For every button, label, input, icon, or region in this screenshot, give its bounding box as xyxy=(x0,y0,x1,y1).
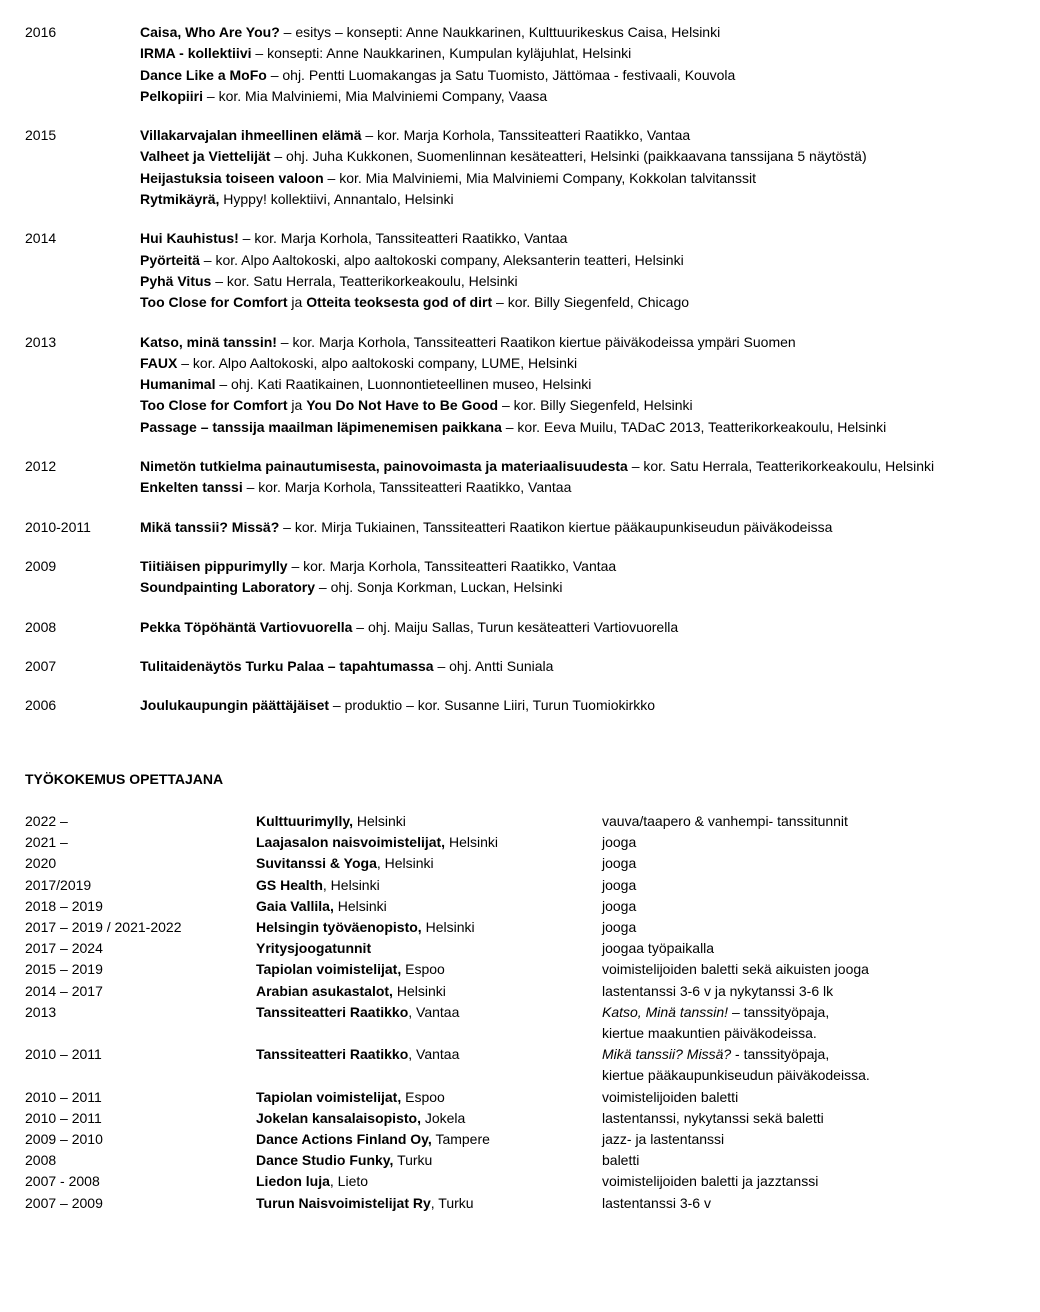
performance-entry xyxy=(140,332,1015,353)
year-block xyxy=(25,695,1015,716)
work-title: Too Close for Comfort xyxy=(140,397,288,414)
year-label: 2006 xyxy=(25,697,57,714)
performance-entry xyxy=(140,577,1015,598)
org-name: Turun Naisvoimistelijat Ry xyxy=(256,1194,431,1211)
work-details: – konsepti: Anne Naukkarinen, Kumpulan kyläjuhlat, Helsinki xyxy=(251,45,632,62)
org-place: , Helsinki xyxy=(322,876,380,893)
year-block xyxy=(25,228,1015,313)
teaching-row xyxy=(25,1002,1015,1044)
teaching-description xyxy=(602,811,1015,832)
org-name: Jokelan kansalaisopisto, xyxy=(256,1109,421,1126)
work-details: – kor. Eeva Muilu, TADaC 2013, Teatterikorkeakoulu, Helsinki xyxy=(501,418,887,435)
teaching-org xyxy=(256,832,602,853)
work-title: FAUX xyxy=(140,354,178,371)
work-details: – kor. Mia Malviniemi, Mia Malviniemi Company, Kokkolan talvitanssit xyxy=(323,169,756,186)
work-details: – kor. Mia Malviniemi, Mia Malviniemi Company, Vaasa xyxy=(203,87,548,104)
teaching-org xyxy=(256,1129,602,1150)
work-details: – kor. Mirja Tukiainen, Tanssiteatteri Raatikon kiertue pääkaupunkiseudun päiväkodeissa xyxy=(279,518,833,535)
work-title: Enkelten tanssi xyxy=(140,479,243,496)
teaching-org xyxy=(256,917,602,938)
description-text: voimistelijoiden baletti xyxy=(602,1088,739,1105)
org-place: Turku xyxy=(393,1152,433,1169)
work-title: Tiitiäisen pippurimylly xyxy=(140,557,288,574)
teaching-years: 2017 – 2024 xyxy=(25,940,103,957)
work-title: Caisa, Who Are You? xyxy=(140,24,280,40)
work-title: Nimetön tutkielma painautumisesta, painovoimasta ja materiaalisuudesta xyxy=(140,458,628,475)
work-title: Pekka Töpöhäntä Vartiovuorella xyxy=(140,618,353,635)
description-text: kiertue pääkaupunkiseudun päiväkodeissa. xyxy=(602,1067,870,1084)
org-name: Liedon luja xyxy=(256,1173,330,1190)
description-text: lastentanssi, nykytanssi sekä baletti xyxy=(602,1109,824,1126)
teaching-description xyxy=(602,853,1015,874)
teaching-description xyxy=(602,981,1015,1002)
work-title: Pelkopiiri xyxy=(140,87,204,104)
teaching-row xyxy=(25,981,1015,1002)
org-place: Jokela xyxy=(420,1109,466,1126)
year-block xyxy=(25,556,1015,599)
work-title: Dance Like a MoFo xyxy=(140,66,267,83)
workshop-title: Mikä tanssii? Missä? xyxy=(602,1046,732,1063)
work-details: – kor. Alpo Aaltokoski, alpo aaltokoski company, Aleksanterin teatteri, Helsinki xyxy=(199,251,684,268)
teaching-row xyxy=(25,1044,1015,1086)
workshop-title: Katso, Minä tanssin! xyxy=(602,1003,729,1020)
description-text: jooga xyxy=(602,897,637,914)
work-title: Villakarvajalan ihmeellinen elämä xyxy=(140,127,362,144)
teaching-description xyxy=(602,1002,1015,1044)
org-place: Helsinki xyxy=(421,919,475,936)
teaching-org xyxy=(256,1087,602,1108)
work-details: – kor. Marja Korhola, Tanssiteatteri Raatikko, Vantaa xyxy=(238,230,568,247)
teaching-row xyxy=(25,1129,1015,1150)
teaching-row xyxy=(25,811,1015,832)
teaching-org xyxy=(256,1002,602,1044)
teaching-row xyxy=(25,1087,1015,1108)
teaching-years: 2018 – 2019 xyxy=(25,897,103,914)
entry-group xyxy=(140,695,1015,716)
teaching-years: 2007 – 2009 xyxy=(25,1194,103,1211)
performance-entry xyxy=(140,517,1015,538)
teaching-org xyxy=(256,1171,602,1192)
performance-entry xyxy=(140,395,1015,416)
work-title: Mikä tanssii? Missä? xyxy=(140,518,280,535)
performance-entry xyxy=(140,617,1015,638)
teaching-description xyxy=(602,896,1015,917)
org-place: Helsinki xyxy=(445,834,498,851)
work-title: Passage – tanssija maailman läpimenemisen paikkana xyxy=(140,418,502,435)
performance-entry xyxy=(140,271,1015,292)
teaching-row xyxy=(25,1108,1015,1129)
teaching-description xyxy=(602,938,1015,959)
performance-entry xyxy=(140,168,1015,189)
performance-entry xyxy=(140,374,1015,395)
org-place: , Vantaa xyxy=(408,1046,460,1063)
org-name: Gaia Vallila, xyxy=(256,897,334,914)
teaching-row xyxy=(25,1150,1015,1171)
org-name: Tanssiteatteri Raatikko xyxy=(256,1003,409,1020)
performance-entry xyxy=(140,250,1015,271)
work-details: – kor. Marja Korhola, Tanssiteatteri Raatikon kiertue päiväkodeissa ympäri Suomen xyxy=(276,333,796,350)
year-block xyxy=(25,125,1015,210)
org-name: Laajasalon naisvoimistelijat, xyxy=(256,834,446,851)
org-name: Yritysjoogatunnit xyxy=(256,940,372,957)
work-title: Valheet ja Viettelijät xyxy=(140,148,271,165)
teaching-org xyxy=(256,938,602,959)
year-block xyxy=(25,332,1015,438)
work-title: Tulitaidenäytös Turku Palaa – tapahtumassa xyxy=(140,657,434,674)
org-name: GS Health xyxy=(256,876,323,893)
year-block xyxy=(25,456,1015,499)
org-place: , Lieto xyxy=(329,1173,369,1190)
teaching-description xyxy=(602,1044,1015,1086)
org-place: , Helsinki xyxy=(376,855,434,872)
work-details: – kor. Alpo Aaltokoski, alpo aaltokoski company, LUME, Helsinki xyxy=(177,354,578,371)
teaching-years: 2015 – 2019 xyxy=(25,961,103,978)
work-details: – ohj. Kati Raatikainen, Luonnontieteellinen museo, Helsinki xyxy=(215,376,592,393)
entry-group xyxy=(140,556,1015,599)
teaching-years: 2014 – 2017 xyxy=(25,982,103,999)
description-text: vauva/taapero & vanhempi- tanssitunnit xyxy=(602,813,848,829)
performance-entry xyxy=(140,65,1015,86)
org-place: Helsinki xyxy=(392,982,446,999)
description-text: voimistelijoiden baletti sekä aikuisten jooga xyxy=(602,961,869,978)
teaching-row xyxy=(25,959,1015,980)
performance-entry xyxy=(140,189,1015,210)
teaching-description xyxy=(602,875,1015,896)
performance-entry xyxy=(140,417,1015,438)
teaching-description xyxy=(602,1193,1015,1214)
year-label: 2010-2011 xyxy=(25,518,91,535)
org-name: Tapiolan voimistelijat, xyxy=(256,1088,402,1105)
teaching-row xyxy=(25,832,1015,853)
year-block xyxy=(25,22,1015,107)
performance-entry xyxy=(140,86,1015,107)
description-text: voimistelijoiden baletti ja jazztanssi xyxy=(602,1173,819,1190)
teaching-row xyxy=(25,938,1015,959)
org-place: , Turku xyxy=(430,1194,474,1211)
entry-group xyxy=(140,456,1015,499)
entry-group xyxy=(140,228,1015,313)
work-details: – ohj. Antti Suniala xyxy=(433,657,554,674)
org-place: Espoo xyxy=(401,961,445,978)
org-name: Tapiolan voimistelijat, xyxy=(256,961,402,978)
performance-entry xyxy=(140,125,1015,146)
description-text: jooga xyxy=(602,855,637,872)
performance-entry xyxy=(140,695,1015,716)
year-label: 2009 xyxy=(25,557,57,574)
org-place: Helsinki xyxy=(333,897,387,914)
teaching-org xyxy=(256,959,602,980)
entry-group xyxy=(140,617,1015,638)
teaching-org xyxy=(256,1108,602,1129)
work-details: – produktio – kor. Susanne Liiri, Turun Tuomiokirkko xyxy=(329,697,656,714)
teaching-years: 2009 – 2010 xyxy=(25,1131,103,1148)
teaching-years: 2017 – 2019 / 2021-2022 xyxy=(25,919,182,936)
teaching-years: 2017/2019 xyxy=(25,876,92,893)
org-name: Tanssiteatteri Raatikko xyxy=(256,1046,409,1063)
org-name: Kulttuurimylly, xyxy=(256,813,353,829)
description-text: lastentanssi 3-6 v xyxy=(602,1194,711,1211)
teaching-org xyxy=(256,1150,602,1171)
performance-entry xyxy=(140,656,1015,677)
teaching-row xyxy=(25,1193,1015,1214)
work-details: – ohj. Juha Kukkonen, Suomenlinnan kesäteatteri, Helsinki (paikkaavana tanssijana 5 näytöstä) xyxy=(270,148,867,165)
org-name: Suvitanssi & Yoga xyxy=(256,855,377,872)
year-label: 2015 xyxy=(25,127,57,144)
performance-list xyxy=(25,22,1015,734)
entry-group xyxy=(140,656,1015,677)
entry-group xyxy=(140,22,1015,107)
work-details: – kor. Marja Korhola, Tanssiteatteri Raatikko, Vantaa xyxy=(242,479,572,496)
org-place: Helsinki xyxy=(352,813,406,829)
description-text: lastentanssi 3-6 v ja nykytanssi 3-6 lk xyxy=(602,982,834,999)
description-text: kiertue maakuntien päiväkodeissa. xyxy=(602,1025,817,1042)
teaching-years: 2010 – 2011 xyxy=(25,1046,102,1063)
teaching-years: 2021 – xyxy=(25,834,68,851)
performance-entry xyxy=(140,456,1015,477)
teaching-org xyxy=(256,896,602,917)
performance-entry xyxy=(140,556,1015,577)
teaching-row xyxy=(25,853,1015,874)
work-details: ja xyxy=(287,294,307,311)
work-title: IRMA - kollektiivi xyxy=(140,45,252,62)
year-label: 2012 xyxy=(25,458,57,475)
entry-group xyxy=(140,125,1015,210)
work-details: – kor. Billy Siegenfeld, Chicago xyxy=(492,294,690,311)
teaching-years: 2022 – xyxy=(25,813,68,829)
teaching-years: 2008 xyxy=(25,1152,57,1169)
org-name: Dance Studio Funky, xyxy=(256,1152,394,1169)
teaching-description xyxy=(602,917,1015,938)
description-text: jooga xyxy=(602,876,637,893)
work-details: – esitys – konsepti: Anne Naukkarinen, Kulttuurikeskus Caisa, Helsinki xyxy=(279,24,721,40)
work-title: You Do Not Have to Be Good xyxy=(306,397,499,414)
teaching-years: 2007 - 2008 xyxy=(25,1173,100,1190)
teaching-row xyxy=(25,917,1015,938)
work-details: – ohj. Pentti Luomakangas ja Satu Tuomisto, Jättömaa - festivaali, Kouvola xyxy=(266,66,736,83)
teaching-org xyxy=(256,1193,602,1214)
work-title: Humanimal xyxy=(140,376,216,393)
performance-entry xyxy=(140,477,1015,498)
year-block xyxy=(25,617,1015,638)
year-label: 2016 xyxy=(25,24,57,40)
teaching-table xyxy=(25,811,1015,1214)
year-block xyxy=(25,517,1015,538)
performance-entry xyxy=(140,228,1015,249)
org-name: Helsingin työväenopisto, xyxy=(256,919,422,936)
description-text: joogaa työpaikalla xyxy=(602,940,715,957)
teaching-org xyxy=(256,811,602,832)
org-place: Tampere xyxy=(431,1131,490,1148)
description-text: – tanssityöpaja, xyxy=(728,1003,830,1020)
work-title: Soundpainting Laboratory xyxy=(140,579,315,596)
work-title: Katso, minä tanssin! xyxy=(140,333,277,350)
description-text: baletti xyxy=(602,1152,640,1169)
work-title: Pyörteitä xyxy=(140,251,200,268)
teaching-description xyxy=(602,1171,1015,1192)
work-details: ja xyxy=(287,397,307,414)
year-label: 2008 xyxy=(25,618,57,635)
teaching-description xyxy=(602,1150,1015,1171)
year-block xyxy=(25,656,1015,677)
year-label: 2007 xyxy=(25,657,57,674)
work-title: Otteita teoksesta god of dirt xyxy=(306,294,493,311)
teaching-row xyxy=(25,1171,1015,1192)
work-title: Rytmikäyrä, xyxy=(140,191,220,208)
description-text: jooga xyxy=(602,834,637,851)
work-details: – ohj. Maiju Sallas, Turun kesäteatteri Vartiovuorella xyxy=(352,618,679,635)
work-details: – kor. Marja Korhola, Tanssiteatteri Raatikko, Vantaa xyxy=(361,127,691,144)
work-title: Hui Kauhistus! xyxy=(140,230,239,247)
work-details: – kor. Satu Herrala, Teatterikorkeakoulu, Helsinki xyxy=(211,272,518,289)
description-text: jooga xyxy=(602,919,637,936)
entry-group xyxy=(140,517,1015,538)
teaching-org xyxy=(256,875,602,896)
entry-group xyxy=(140,332,1015,438)
section-title-teaching: TYÖKOKEMUS OPETTAJANA xyxy=(25,771,224,787)
teaching-org xyxy=(256,1044,602,1086)
performance-entry xyxy=(140,292,1015,313)
work-title: Heijastuksia toiseen valoon xyxy=(140,169,324,186)
teaching-description xyxy=(602,1087,1015,1108)
work-title: Joulukaupungin päättäjäiset xyxy=(140,697,330,714)
teaching-years: 2010 – 2011 xyxy=(25,1088,102,1105)
performance-entry xyxy=(140,353,1015,374)
teaching-org xyxy=(256,853,602,874)
description-text: jazz- ja lastentanssi xyxy=(602,1131,725,1148)
teaching-row xyxy=(25,896,1015,917)
year-label: 2014 xyxy=(25,230,57,247)
performance-entry xyxy=(140,43,1015,64)
teaching-years: 2010 – 2011 xyxy=(25,1109,102,1126)
org-name: Arabian asukastalot, xyxy=(256,982,393,999)
teaching-description xyxy=(602,832,1015,853)
teaching-description xyxy=(602,1108,1015,1129)
work-details: – kor. Marja Korhola, Tanssiteatteri Raatikko, Vantaa xyxy=(287,557,617,574)
teaching-description xyxy=(602,1129,1015,1150)
work-title: Pyhä Vitus xyxy=(140,272,212,289)
org-place: Espoo xyxy=(401,1088,445,1105)
teaching-description xyxy=(602,959,1015,980)
teaching-row xyxy=(25,875,1015,896)
year-label: 2013 xyxy=(25,333,57,350)
work-title: Too Close for Comfort xyxy=(140,294,288,311)
performance-entry xyxy=(140,22,1015,43)
work-details: – kor. Satu Herrala, Teatterikorkeakoulu, Helsinki xyxy=(627,458,935,475)
work-details: – ohj. Sonja Korkman, Luckan, Helsinki xyxy=(315,579,563,596)
description-text: - tanssityöpaja, xyxy=(731,1046,830,1063)
org-place: , Vantaa xyxy=(408,1003,460,1020)
performance-entry xyxy=(140,146,1015,167)
work-details: Hyppy! kollektiivi, Annantalo, Helsinki xyxy=(219,191,454,208)
teaching-org xyxy=(256,981,602,1002)
teaching-years: 2013 xyxy=(25,1003,57,1020)
org-name: Dance Actions Finland Oy, xyxy=(256,1131,432,1148)
teaching-years: 2020 xyxy=(25,855,57,872)
work-details: – kor. Billy Siegenfeld, Helsinki xyxy=(498,397,693,414)
